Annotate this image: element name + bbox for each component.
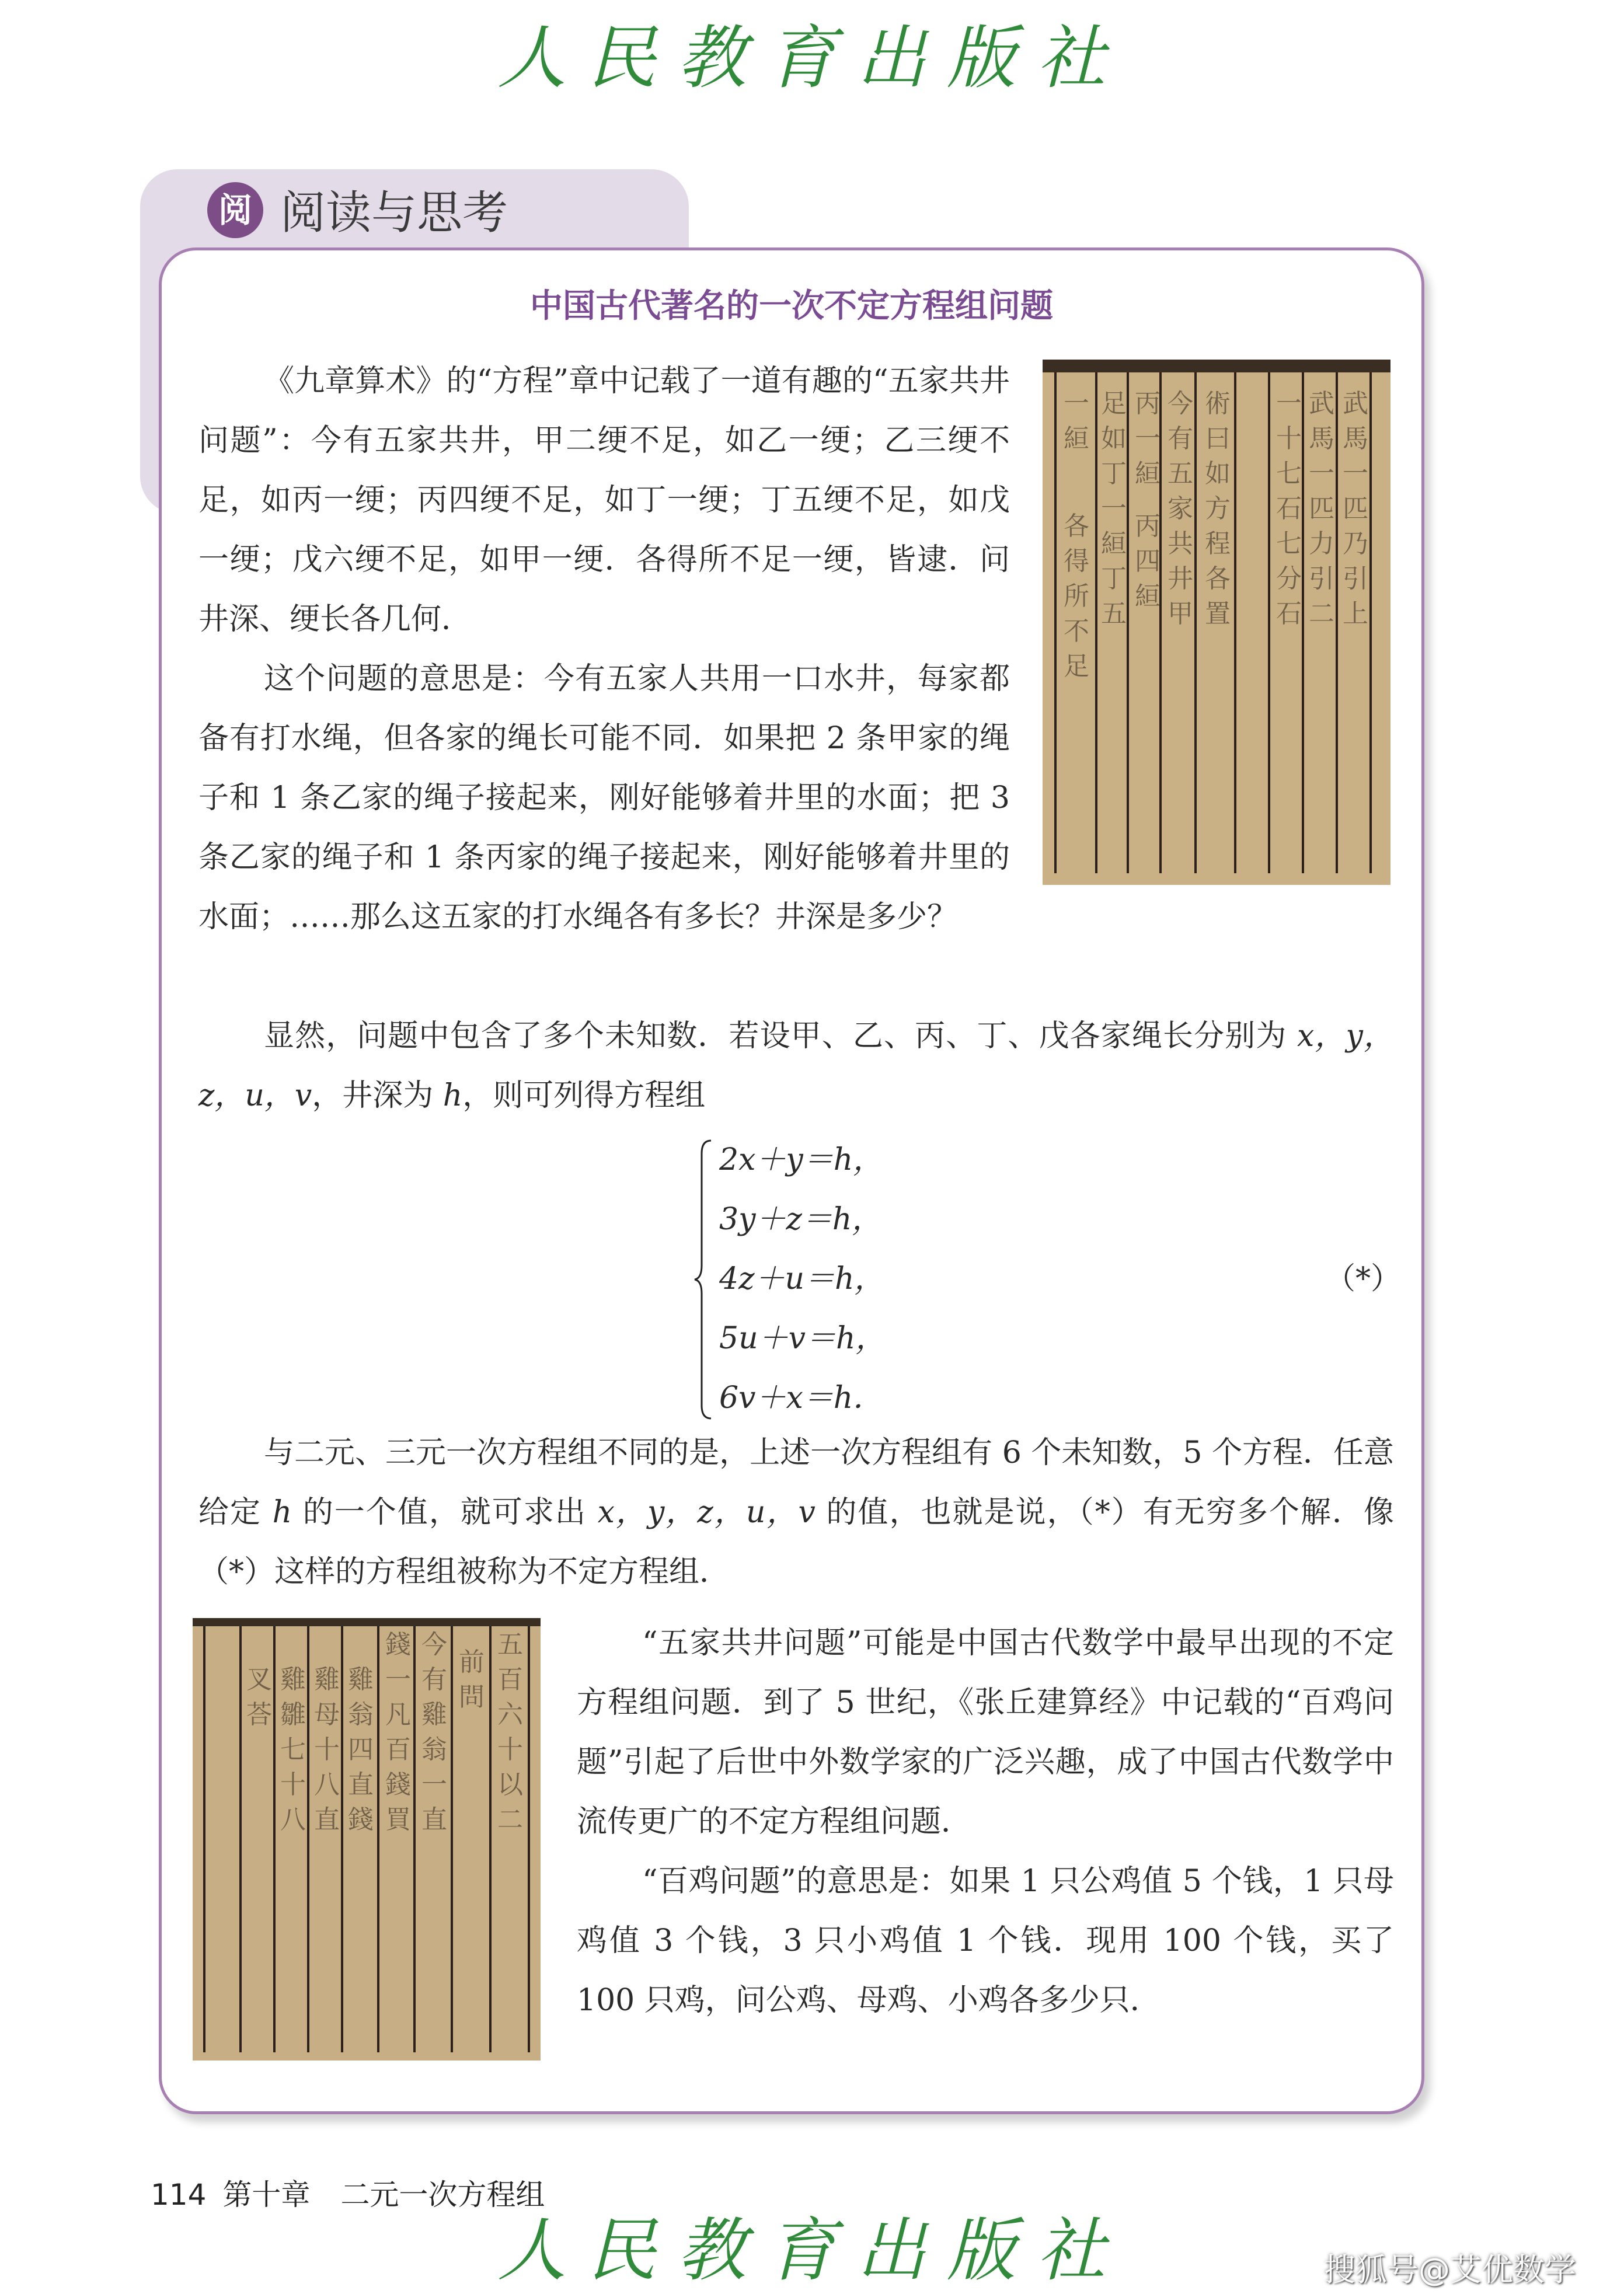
chapter-title: 二元一次方程组 [340, 2178, 545, 2212]
svg-text:十: 十 [280, 1770, 306, 1800]
svg-text:八: 八 [314, 1770, 340, 1800]
svg-text:有: 有 [1168, 424, 1193, 454]
svg-text:馬: 馬 [1309, 424, 1334, 454]
svg-text:四: 四 [1135, 546, 1161, 576]
svg-text:五: 五 [1101, 599, 1127, 629]
svg-text:十: 十 [497, 1735, 523, 1765]
svg-text:八: 八 [280, 1805, 306, 1835]
svg-text:馬: 馬 [1343, 424, 1368, 454]
svg-text:井: 井 [1168, 564, 1193, 594]
paragraph-problem-meaning: 这个问题的意思是：今有五家人共用一口水井，每家都备有打水绳，但各家的绳长可能不同．如果把 2 条甲家的绳子和 1 条乙家的绳子接起来，刚好能够着井里的水面；把 3 条乙家的绳子和 1 条丙家的绳子接起来，刚好能够着井里的水面；……那么这五家的打水绳各有多长？井深是多少？ [198, 661, 1010, 935]
svg-text:曰: 曰 [1205, 424, 1231, 454]
svg-text:五: 五 [1168, 459, 1193, 489]
svg-text:置: 置 [1205, 599, 1231, 629]
svg-text:一: 一 [1101, 494, 1127, 524]
svg-text:匹: 匹 [1309, 494, 1334, 524]
svg-text:各: 各 [1064, 511, 1089, 541]
svg-text:匹: 匹 [1343, 494, 1368, 524]
svg-text:有: 有 [421, 1665, 447, 1695]
svg-text:翁: 翁 [421, 1735, 447, 1765]
svg-text:術: 術 [1205, 389, 1231, 419]
svg-text:石: 石 [1276, 599, 1302, 629]
equation-1: 2x＋y＝h， [719, 1142, 884, 1177]
svg-text:錢: 錢 [385, 1770, 411, 1800]
svg-text:問: 問 [459, 1682, 485, 1712]
svg-text:二: 二 [1309, 599, 1334, 629]
svg-text:絙: 絙 [1135, 459, 1161, 489]
equation-3: 4z＋u＝h， [719, 1261, 885, 1296]
paragraph-unknowns: 显然，问题中包含了多个未知数．若设甲、乙、丙、丁、戊各家绳长分别为 x，y，z，u，v，井深为 h，则可列得方程组 [198, 1019, 1394, 1113]
paragraph-hundred-chickens-meaning: “百鸡问题”的意思是：如果 1 只公鸡值 5 个钱，1 只母鸡值 3 个钱，3 只小鸡值 1 个钱．现用 100 个钱，买了 100 只鸡，问公鸡、母鸡、小鸡各多少只． [577, 1864, 1394, 2018]
svg-text:叉: 叉 [246, 1665, 272, 1695]
svg-text:一: 一 [421, 1770, 447, 1800]
reading-icon: 阅 [207, 182, 263, 238]
svg-text:丁: 丁 [1101, 564, 1127, 594]
svg-text:丙: 丙 [1135, 389, 1161, 419]
svg-text:荅: 荅 [246, 1700, 272, 1730]
article-title: 中国古代著名的一次不定方程组问题 [530, 287, 1053, 325]
svg-text:一: 一 [1309, 459, 1334, 489]
ancient-text-photo-jiuzhang [1043, 360, 1390, 885]
svg-text:母: 母 [314, 1700, 340, 1730]
svg-text:丙: 丙 [1135, 511, 1161, 541]
svg-text:武: 武 [1309, 389, 1334, 419]
svg-text:以: 以 [497, 1770, 523, 1800]
publisher-footer: 人民教育出版社 [497, 2210, 1127, 2290]
svg-text:乃: 乃 [1343, 529, 1368, 559]
svg-text:上: 上 [1343, 599, 1368, 629]
paragraph-wujia-problem: 《九章算术》的“方程”章中记载了一道有趣的“五家共井问题”：今有五家共井，甲二绠不足，如乙一绠；乙三绠不足，如丙一绠；丙四绠不足，如丁一绠；丁五绠不足，如戊一绠；戊六绠不足，如甲一绠．各得所不足一绠，皆逮．问井深、绠长各几何． [198, 364, 1010, 637]
svg-text:一: 一 [1064, 389, 1089, 419]
svg-text:十: 十 [1276, 424, 1302, 454]
svg-text:甲: 甲 [1168, 599, 1193, 629]
svg-text:各: 各 [1205, 564, 1231, 594]
svg-text:如: 如 [1205, 459, 1231, 489]
svg-text:凡: 凡 [385, 1700, 411, 1730]
equation-4: 5u＋v＝h， [719, 1321, 886, 1356]
page-number: 114 [151, 2178, 207, 2212]
svg-text:百: 百 [497, 1665, 523, 1695]
svg-text:足: 足 [1064, 651, 1089, 681]
svg-text:引: 引 [1343, 564, 1368, 594]
ancient-text-photo-zhangqiu [193, 1618, 541, 2061]
svg-text:一: 一 [1343, 459, 1368, 489]
section-title: 阅读与思考 [280, 187, 508, 239]
svg-text:所: 所 [1064, 581, 1089, 611]
svg-text:買: 買 [385, 1805, 411, 1835]
svg-text:引: 引 [1309, 564, 1334, 594]
svg-text:雞: 雞 [421, 1700, 447, 1730]
svg-text:武: 武 [1343, 389, 1368, 419]
svg-text:六: 六 [497, 1700, 523, 1730]
svg-text:家: 家 [1168, 494, 1193, 524]
svg-text:方: 方 [1205, 494, 1231, 524]
svg-text:前: 前 [459, 1647, 485, 1677]
svg-text:力: 力 [1309, 529, 1334, 559]
svg-text:雛: 雛 [280, 1700, 306, 1730]
svg-text:今: 今 [421, 1630, 447, 1660]
svg-text:十: 十 [314, 1735, 340, 1765]
svg-text:程: 程 [1205, 529, 1231, 559]
publisher-header: 人民教育出版社 [497, 18, 1127, 98]
svg-text:絙: 絙 [1064, 424, 1089, 454]
svg-text:今: 今 [1168, 389, 1193, 419]
svg-text:直: 直 [348, 1770, 374, 1800]
svg-text:共: 共 [1168, 529, 1193, 559]
svg-text:得: 得 [1064, 546, 1089, 576]
svg-text:五: 五 [497, 1630, 523, 1660]
svg-text:不: 不 [1064, 616, 1089, 646]
svg-text:錢: 錢 [348, 1805, 374, 1835]
system-brace [693, 1138, 715, 1421]
equation-2: 3y＋z＝h， [719, 1202, 883, 1237]
equation-tag: （*） [1325, 1261, 1402, 1296]
svg-text:雞: 雞 [280, 1665, 306, 1695]
svg-text:百: 百 [385, 1735, 411, 1765]
svg-text:七: 七 [1276, 529, 1302, 559]
svg-text:直: 直 [421, 1805, 447, 1835]
svg-text:錢: 錢 [385, 1630, 411, 1660]
svg-text:翁: 翁 [348, 1700, 374, 1730]
equation-5: 6v＋x＝h． [719, 1380, 884, 1416]
svg-text:足: 足 [1101, 389, 1127, 419]
watermark: 搜狐号@艾优数学 [1324, 2251, 1576, 2288]
svg-text:絙: 絙 [1101, 529, 1127, 559]
svg-text:一: 一 [385, 1665, 411, 1695]
svg-text:絙: 絙 [1135, 581, 1161, 611]
paragraph-hundred-chickens-intro: “五家共井问题”可能是中国古代数学中最早出现的不定方程组问题．到了 5 世纪，《张丘建算经》中记载的“百鸡问题”引起了后世中外数学家的广泛兴趣，成了中国古代数学中流传更广的不定方程组问题． [577, 1626, 1394, 1839]
svg-text:七: 七 [1276, 459, 1302, 489]
svg-text:石: 石 [1276, 494, 1302, 524]
paragraph-indeterminate: 与二元、三元一次方程组不同的是，上述一次方程组有 6 个未知数，5 个方程．任意给定 h 的一个值，就可求出 x，y，z，u，v 的值，也就是说，（*）有无穷多个解．像（*）这样的方程组被称为不定方程组． [198, 1435, 1395, 1589]
chapter-label: 第十章 [222, 2178, 311, 2212]
svg-text:雞: 雞 [348, 1665, 374, 1695]
svg-text:如: 如 [1101, 424, 1127, 454]
svg-text:直: 直 [314, 1805, 340, 1835]
svg-text:二: 二 [497, 1805, 523, 1835]
svg-text:四: 四 [348, 1735, 374, 1765]
svg-text:七: 七 [280, 1735, 306, 1765]
svg-text:分: 分 [1276, 564, 1302, 594]
svg-text:雞: 雞 [314, 1665, 340, 1695]
svg-text:一: 一 [1135, 424, 1161, 454]
svg-text:丁: 丁 [1101, 459, 1127, 489]
svg-text:一: 一 [1276, 389, 1302, 419]
